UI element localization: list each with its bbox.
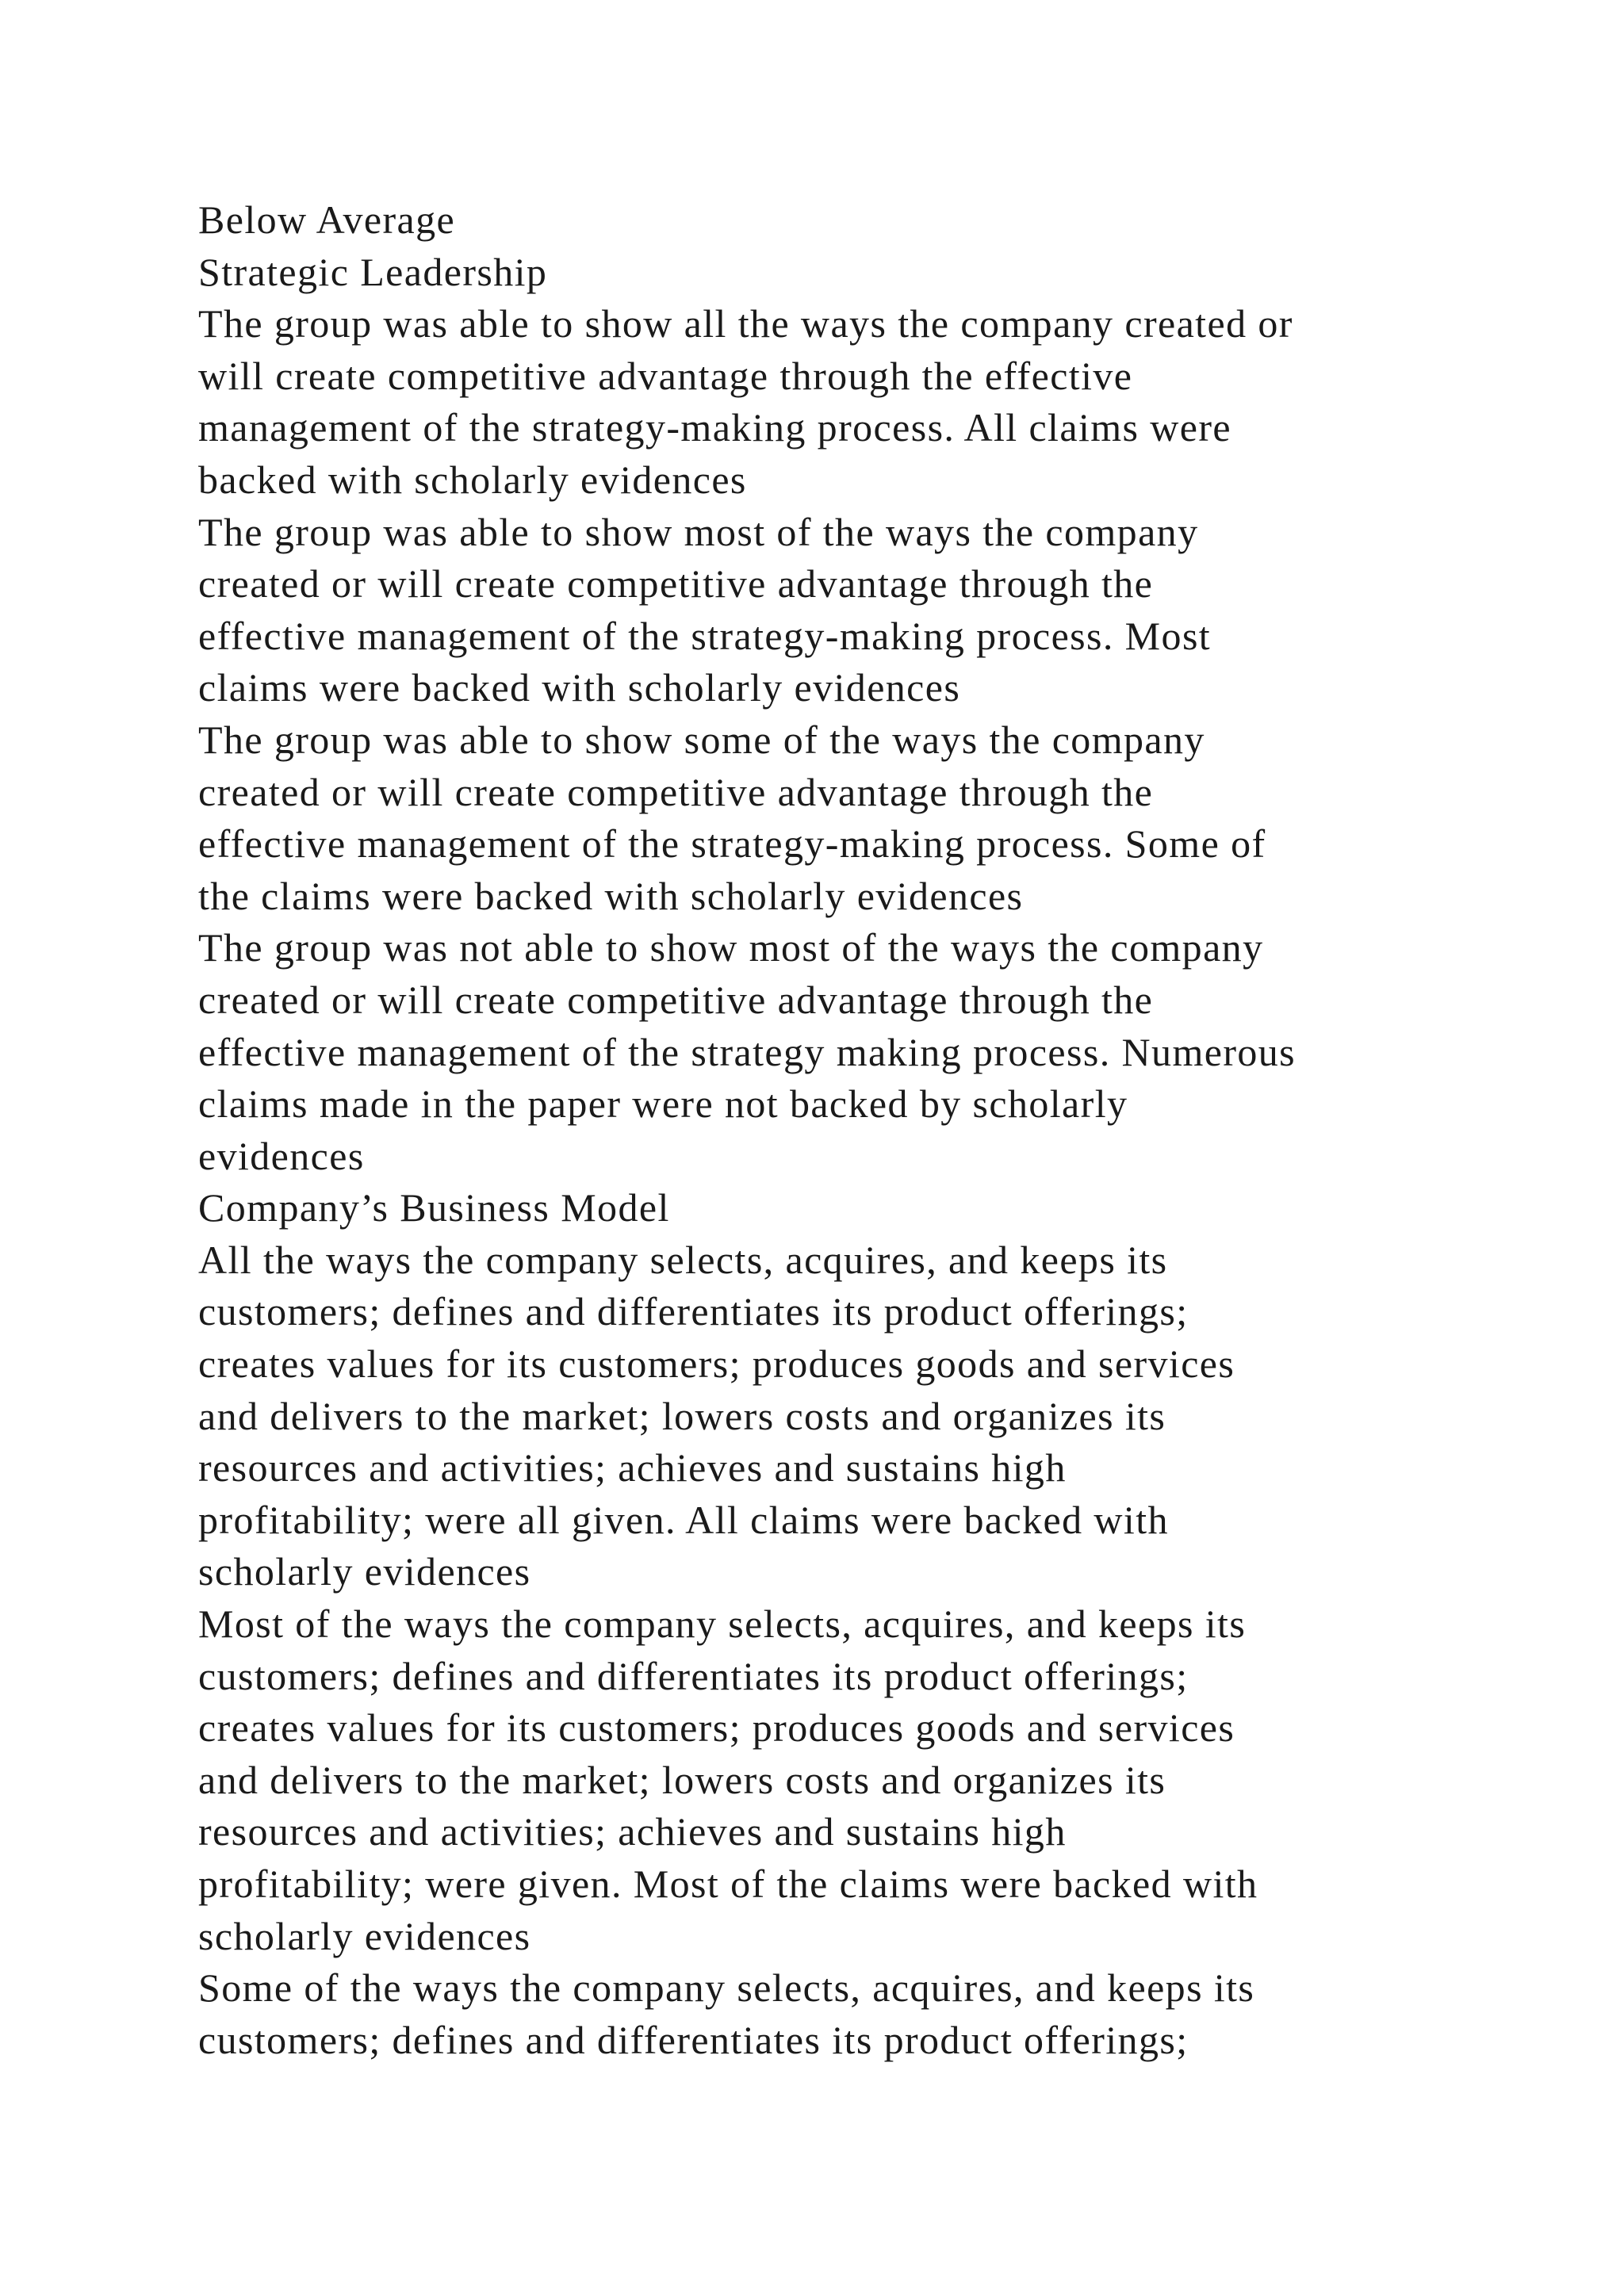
text-line: will create competitive advantage through the effective [198,353,1133,398]
text-line: profitability; were given. Most of the claims were backed with [198,1862,1258,1906]
text-line: management of the strategy-making process. All claims were [198,405,1232,450]
text-line: scholarly evidences [198,1549,531,1594]
text-line: creates values for its customers; produces goods and services [198,1705,1235,1751]
text-line: scholarly evidences [198,1913,531,1958]
text-line: The group was not able to show most of the ways the company [198,925,1264,970]
text-line: the claims were backed with scholarly evidences [198,873,1024,918]
text-line: resources and activities; achieves and sustains high [198,1809,1067,1854]
text-line: Most of the ways the company selects, acquires, and keeps its [198,1601,1247,1647]
text-line: created or will create competitive advantage through the [198,561,1154,607]
text-line: The group was able to show all the ways the company created or [198,301,1293,346]
text-line: and delivers to the market; lowers costs and organizes its [198,1393,1166,1438]
text-line: and delivers to the market; lowers costs and organizes its [198,1757,1166,1802]
text-line: Company’s Business Model [198,1185,670,1230]
text-line: customers; defines and differentiates its product offerings; [198,1653,1189,1698]
text-line: Some of the ways the company selects, acquires, and keeps its [198,1965,1255,2011]
document-body [198,194,1546,2066]
text-line: evidences [198,1133,365,1178]
text-line: Strategic Leadership [198,249,548,294]
text-line: customers; defines and differentiates its product offerings; [198,2017,1189,2062]
text-line: created or will create competitive advantage through the [198,977,1154,1022]
text-line: effective management of the strategy-making process. Some of [198,821,1266,867]
text-line: effective management of the strategy making process. Numerous [198,1029,1297,1074]
text-line: resources and activities; achieves and sustains high [198,1445,1067,1490]
text-line: profitability; were all given. All claims were backed with [198,1497,1169,1542]
text-line: creates values for its customers; produces goods and services [198,1341,1235,1387]
text-line: created or will create competitive advantage through the [198,769,1154,814]
text-line: All the ways the company selects, acquires, and keeps its [198,1237,1168,1282]
text-line: customers; defines and differentiates its product offerings; [198,1289,1189,1334]
text-line: Below Average [198,197,456,242]
text-line: claims made in the paper were not backed by scholarly [198,1081,1128,1127]
text-line: The group was able to show some of the ways the company [198,717,1205,762]
text-line: effective management of the strategy-making process. Most [198,613,1212,658]
text-line: claims were backed with scholarly evidences [198,665,961,710]
text-line: The group was able to show most of the ways the company [198,509,1199,554]
text-line: backed with scholarly evidences [198,457,747,502]
